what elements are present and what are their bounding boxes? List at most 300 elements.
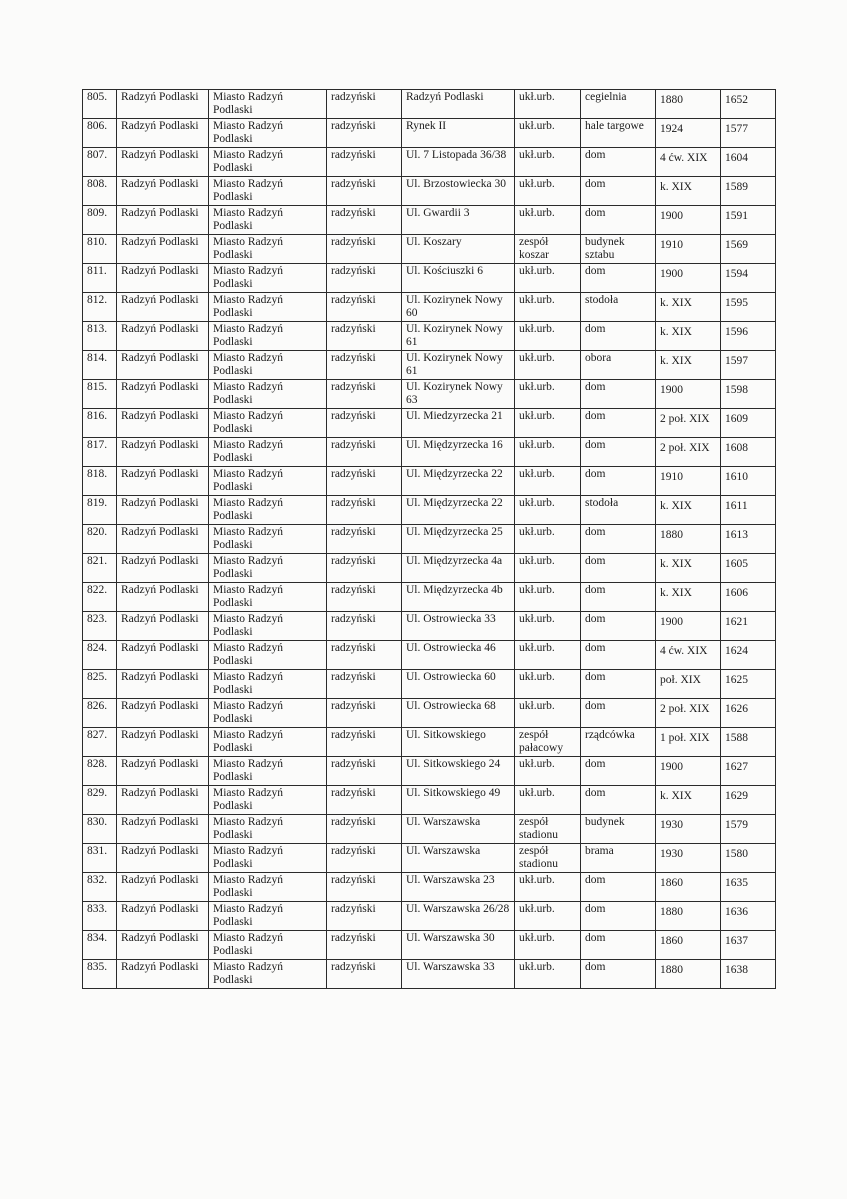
cell-row-number: 812.	[83, 293, 117, 322]
cell-object: hale targowe	[581, 119, 656, 148]
cell-town: Radzyń Podlaski	[117, 380, 209, 409]
cell-town: Radzyń Podlaski	[117, 902, 209, 931]
cell-dating: 1910	[656, 235, 721, 264]
cell-municipality: Miasto Radzyń Podlaski	[209, 525, 327, 554]
cell-object: dom	[581, 612, 656, 641]
cell-address: Rynek II	[402, 119, 515, 148]
table-row	[83, 960, 776, 989]
cell-address: Ul. Kościuszki 6	[402, 264, 515, 293]
cell-county: radzyński	[327, 235, 402, 264]
cell-row-number: 829.	[83, 786, 117, 815]
cell-address: Ul. Kozirynek Nowy 61	[402, 351, 515, 380]
cell-dating: 1880	[656, 960, 721, 989]
cell-town: Radzyń Podlaski	[117, 960, 209, 989]
cell-county: radzyński	[327, 119, 402, 148]
cell-object: dom	[581, 380, 656, 409]
cell-county: radzyński	[327, 525, 402, 554]
cell-row-number: 834.	[83, 931, 117, 960]
cell-object: obora	[581, 351, 656, 380]
table-row	[83, 641, 776, 670]
cell-register-number: 1625	[721, 670, 776, 699]
cell-object: dom	[581, 641, 656, 670]
table-row	[83, 873, 776, 902]
cell-complex: ukł.urb.	[515, 90, 581, 119]
cell-dating: 1930	[656, 844, 721, 873]
cell-municipality: Miasto Radzyń Podlaski	[209, 815, 327, 844]
cell-complex: ukł.urb.	[515, 496, 581, 525]
cell-register-number: 1598	[721, 380, 776, 409]
cell-object: dom	[581, 322, 656, 351]
table-row	[83, 496, 776, 525]
cell-town: Radzyń Podlaski	[117, 612, 209, 641]
cell-address: Ul. Warszawska 23	[402, 873, 515, 902]
cell-county: radzyński	[327, 206, 402, 235]
cell-municipality: Miasto Radzyń Podlaski	[209, 90, 327, 119]
cell-complex: ukł.urb.	[515, 902, 581, 931]
table-row	[83, 177, 776, 206]
cell-register-number: 1627	[721, 757, 776, 786]
cell-row-number: 831.	[83, 844, 117, 873]
table-row	[83, 757, 776, 786]
cell-address: Ul. Międzyrzecka 22	[402, 467, 515, 496]
cell-town: Radzyń Podlaski	[117, 873, 209, 902]
cell-address: Ul. Sitkowskiego 49	[402, 786, 515, 815]
cell-town: Radzyń Podlaski	[117, 815, 209, 844]
cell-register-number: 1629	[721, 786, 776, 815]
cell-object: dom	[581, 206, 656, 235]
cell-county: radzyński	[327, 902, 402, 931]
cell-row-number: 810.	[83, 235, 117, 264]
cell-municipality: Miasto Radzyń Podlaski	[209, 206, 327, 235]
cell-dating: k. XIX	[656, 496, 721, 525]
cell-town: Radzyń Podlaski	[117, 119, 209, 148]
cell-complex: ukł.urb.	[515, 554, 581, 583]
cell-address: Ul. Międzyrzecka 16	[402, 438, 515, 467]
cell-complex: ukł.urb.	[515, 699, 581, 728]
cell-register-number: 1636	[721, 902, 776, 931]
cell-object: dom	[581, 467, 656, 496]
cell-address: Radzyń Podlaski	[402, 90, 515, 119]
cell-address: Ul. Miedzyrzecka 21	[402, 409, 515, 438]
cell-dating: 4 ćw. XIX	[656, 148, 721, 177]
cell-complex: ukł.urb.	[515, 960, 581, 989]
cell-object: dom	[581, 931, 656, 960]
cell-address: Ul. 7 Listopada 36/38	[402, 148, 515, 177]
table-row	[83, 119, 776, 148]
cell-complex: ukł.urb.	[515, 757, 581, 786]
cell-town: Radzyń Podlaski	[117, 583, 209, 612]
cell-register-number: 1591	[721, 206, 776, 235]
cell-municipality: Miasto Radzyń Podlaski	[209, 148, 327, 177]
cell-municipality: Miasto Radzyń Podlaski	[209, 873, 327, 902]
cell-complex: zespół stadionu	[515, 815, 581, 844]
cell-municipality: Miasto Radzyń Podlaski	[209, 293, 327, 322]
cell-municipality: Miasto Radzyń Podlaski	[209, 670, 327, 699]
cell-complex: zespół pałacowy	[515, 728, 581, 757]
cell-dating: k. XIX	[656, 351, 721, 380]
cell-dating: 2 poł. XIX	[656, 699, 721, 728]
cell-complex: ukł.urb.	[515, 409, 581, 438]
cell-municipality: Miasto Radzyń Podlaski	[209, 409, 327, 438]
table-row	[83, 612, 776, 641]
cell-dating: 1860	[656, 873, 721, 902]
cell-municipality: Miasto Radzyń Podlaski	[209, 786, 327, 815]
cell-row-number: 835.	[83, 960, 117, 989]
cell-object: dom	[581, 699, 656, 728]
table-row	[83, 322, 776, 351]
cell-town: Radzyń Podlaski	[117, 467, 209, 496]
cell-municipality: Miasto Radzyń Podlaski	[209, 902, 327, 931]
cell-address: Ul. Warszawska	[402, 815, 515, 844]
cell-dating: 4 ćw. XIX	[656, 641, 721, 670]
cell-complex: ukł.urb.	[515, 177, 581, 206]
cell-complex: ukł.urb.	[515, 583, 581, 612]
cell-town: Radzyń Podlaski	[117, 728, 209, 757]
cell-object: stodoła	[581, 293, 656, 322]
cell-row-number: 814.	[83, 351, 117, 380]
table-row	[83, 815, 776, 844]
cell-county: radzyński	[327, 438, 402, 467]
table-row	[83, 293, 776, 322]
table-row	[83, 525, 776, 554]
cell-county: radzyński	[327, 148, 402, 177]
table-row	[83, 438, 776, 467]
cell-complex: ukł.urb.	[515, 873, 581, 902]
cell-county: radzyński	[327, 293, 402, 322]
cell-county: radzyński	[327, 641, 402, 670]
cell-dating: 1900	[656, 757, 721, 786]
cell-object: dom	[581, 148, 656, 177]
cell-town: Radzyń Podlaski	[117, 670, 209, 699]
cell-municipality: Miasto Radzyń Podlaski	[209, 931, 327, 960]
cell-dating: k. XIX	[656, 786, 721, 815]
cell-dating: 1900	[656, 264, 721, 293]
cell-dating: 1880	[656, 90, 721, 119]
cell-dating: 2 poł. XIX	[656, 438, 721, 467]
cell-row-number: 822.	[83, 583, 117, 612]
cell-county: radzyński	[327, 322, 402, 351]
cell-municipality: Miasto Radzyń Podlaski	[209, 177, 327, 206]
cell-register-number: 1638	[721, 960, 776, 989]
cell-row-number: 821.	[83, 554, 117, 583]
cell-address: Ul. Gwardii 3	[402, 206, 515, 235]
table-row	[83, 467, 776, 496]
cell-object: dom	[581, 177, 656, 206]
cell-object: brama	[581, 844, 656, 873]
cell-address: Ul. Ostrowiecka 33	[402, 612, 515, 641]
cell-register-number: 1597	[721, 351, 776, 380]
cell-object: dom	[581, 554, 656, 583]
cell-county: radzyński	[327, 90, 402, 119]
cell-register-number: 1637	[721, 931, 776, 960]
cell-address: Ul. Warszawska 26/28	[402, 902, 515, 931]
cell-complex: ukł.urb.	[515, 119, 581, 148]
cell-object: dom	[581, 583, 656, 612]
cell-row-number: 806.	[83, 119, 117, 148]
cell-dating: 1930	[656, 815, 721, 844]
cell-address: Ul. Ostrowiecka 46	[402, 641, 515, 670]
cell-complex: ukł.urb.	[515, 264, 581, 293]
cell-municipality: Miasto Radzyń Podlaski	[209, 351, 327, 380]
cell-address: Ul. Międzyrzecka 22	[402, 496, 515, 525]
cell-municipality: Miasto Radzyń Podlaski	[209, 264, 327, 293]
cell-town: Radzyń Podlaski	[117, 699, 209, 728]
cell-address: Ul. Kozirynek Nowy 61	[402, 322, 515, 351]
cell-dating: 1880	[656, 902, 721, 931]
cell-object: dom	[581, 264, 656, 293]
cell-register-number: 1605	[721, 554, 776, 583]
cell-dating: k. XIX	[656, 177, 721, 206]
cell-municipality: Miasto Radzyń Podlaski	[209, 844, 327, 873]
cell-address: Ul. Brzostowiecka 30	[402, 177, 515, 206]
cell-row-number: 820.	[83, 525, 117, 554]
cell-complex: ukł.urb.	[515, 670, 581, 699]
cell-municipality: Miasto Radzyń Podlaski	[209, 612, 327, 641]
cell-register-number: 1606	[721, 583, 776, 612]
cell-register-number: 1579	[721, 815, 776, 844]
cell-county: radzyński	[327, 177, 402, 206]
cell-row-number: 808.	[83, 177, 117, 206]
cell-county: radzyński	[327, 670, 402, 699]
table-row	[83, 235, 776, 264]
table-row	[83, 728, 776, 757]
cell-address: Ul. Warszawska 33	[402, 960, 515, 989]
cell-complex: zespół stadionu	[515, 844, 581, 873]
cell-municipality: Miasto Radzyń Podlaski	[209, 235, 327, 264]
cell-town: Radzyń Podlaski	[117, 931, 209, 960]
cell-county: radzyński	[327, 815, 402, 844]
cell-county: radzyński	[327, 757, 402, 786]
cell-row-number: 807.	[83, 148, 117, 177]
cell-county: radzyński	[327, 409, 402, 438]
cell-row-number: 825.	[83, 670, 117, 699]
cell-register-number: 1604	[721, 148, 776, 177]
cell-complex: ukł.urb.	[515, 206, 581, 235]
cell-town: Radzyń Podlaski	[117, 351, 209, 380]
cell-town: Radzyń Podlaski	[117, 264, 209, 293]
cell-municipality: Miasto Radzyń Podlaski	[209, 322, 327, 351]
cell-object: dom	[581, 525, 656, 554]
cell-row-number: 805.	[83, 90, 117, 119]
cell-address: Ul. Warszawska 30	[402, 931, 515, 960]
table-row	[83, 380, 776, 409]
cell-complex: ukł.urb.	[515, 641, 581, 670]
cell-object: cegielnia	[581, 90, 656, 119]
cell-town: Radzyń Podlaski	[117, 177, 209, 206]
cell-town: Radzyń Podlaski	[117, 525, 209, 554]
cell-municipality: Miasto Radzyń Podlaski	[209, 728, 327, 757]
table-row	[83, 148, 776, 177]
table-row	[83, 583, 776, 612]
cell-municipality: Miasto Radzyń Podlaski	[209, 467, 327, 496]
cell-dating: k. XIX	[656, 554, 721, 583]
cell-complex: ukł.urb.	[515, 467, 581, 496]
cell-county: radzyński	[327, 467, 402, 496]
cell-address: Ul. Sitkowskiego 24	[402, 757, 515, 786]
cell-dating: 1910	[656, 467, 721, 496]
cell-dating: 1900	[656, 612, 721, 641]
cell-row-number: 809.	[83, 206, 117, 235]
cell-register-number: 1588	[721, 728, 776, 757]
cell-address: Ul. Ostrowiecka 60	[402, 670, 515, 699]
cell-row-number: 824.	[83, 641, 117, 670]
cell-row-number: 830.	[83, 815, 117, 844]
cell-dating: k. XIX	[656, 583, 721, 612]
cell-object: dom	[581, 670, 656, 699]
cell-register-number: 1609	[721, 409, 776, 438]
cell-dating: 1880	[656, 525, 721, 554]
cell-address: Ul. Międzyrzecka 25	[402, 525, 515, 554]
cell-address: Ul. Ostrowiecka 68	[402, 699, 515, 728]
cell-county: radzyński	[327, 496, 402, 525]
cell-county: radzyński	[327, 699, 402, 728]
cell-town: Radzyń Podlaski	[117, 235, 209, 264]
table-body	[83, 90, 776, 989]
cell-register-number: 1577	[721, 119, 776, 148]
cell-register-number: 1626	[721, 699, 776, 728]
cell-row-number: 832.	[83, 873, 117, 902]
cell-municipality: Miasto Radzyń Podlaski	[209, 583, 327, 612]
table-row	[83, 409, 776, 438]
cell-town: Radzyń Podlaski	[117, 322, 209, 351]
cell-complex: ukł.urb.	[515, 322, 581, 351]
cell-object: dom	[581, 438, 656, 467]
cell-county: radzyński	[327, 351, 402, 380]
cell-municipality: Miasto Radzyń Podlaski	[209, 438, 327, 467]
cell-town: Radzyń Podlaski	[117, 148, 209, 177]
cell-register-number: 1621	[721, 612, 776, 641]
cell-complex: zespół koszar	[515, 235, 581, 264]
cell-town: Radzyń Podlaski	[117, 641, 209, 670]
cell-dating: 1860	[656, 931, 721, 960]
cell-object: dom	[581, 873, 656, 902]
cell-town: Radzyń Podlaski	[117, 496, 209, 525]
table-row	[83, 264, 776, 293]
cell-county: radzyński	[327, 380, 402, 409]
cell-complex: ukł.urb.	[515, 438, 581, 467]
table-row	[83, 902, 776, 931]
cell-address: Ul. Międzyrzecka 4b	[402, 583, 515, 612]
cell-county: radzyński	[327, 728, 402, 757]
cell-register-number: 1580	[721, 844, 776, 873]
cell-object: dom	[581, 902, 656, 931]
cell-object: budynek	[581, 815, 656, 844]
cell-complex: ukł.urb.	[515, 293, 581, 322]
cell-register-number: 1613	[721, 525, 776, 554]
table-row	[83, 699, 776, 728]
table-row	[83, 206, 776, 235]
cell-row-number: 833.	[83, 902, 117, 931]
cell-town: Radzyń Podlaski	[117, 554, 209, 583]
cell-register-number: 1624	[721, 641, 776, 670]
cell-municipality: Miasto Radzyń Podlaski	[209, 496, 327, 525]
cell-dating: 1900	[656, 380, 721, 409]
cell-town: Radzyń Podlaski	[117, 844, 209, 873]
cell-municipality: Miasto Radzyń Podlaski	[209, 757, 327, 786]
cell-town: Radzyń Podlaski	[117, 206, 209, 235]
cell-complex: ukł.urb.	[515, 380, 581, 409]
cell-row-number: 818.	[83, 467, 117, 496]
cell-dating: poł. XIX	[656, 670, 721, 699]
cell-complex: ukł.urb.	[515, 612, 581, 641]
cell-register-number: 1589	[721, 177, 776, 206]
cell-register-number: 1569	[721, 235, 776, 264]
cell-address: Ul. Koszary	[402, 235, 515, 264]
cell-row-number: 819.	[83, 496, 117, 525]
cell-municipality: Miasto Radzyń Podlaski	[209, 699, 327, 728]
table-row	[83, 931, 776, 960]
cell-municipality: Miasto Radzyń Podlaski	[209, 960, 327, 989]
cell-county: radzyński	[327, 786, 402, 815]
cell-address: Ul. Kozirynek Nowy 60	[402, 293, 515, 322]
cell-address: Ul. Warszawska	[402, 844, 515, 873]
table-row	[83, 90, 776, 119]
cell-register-number: 1608	[721, 438, 776, 467]
cell-municipality: Miasto Radzyń Podlaski	[209, 119, 327, 148]
cell-row-number: 817.	[83, 438, 117, 467]
cell-dating: k. XIX	[656, 293, 721, 322]
cell-complex: ukł.urb.	[515, 148, 581, 177]
cell-object: dom	[581, 409, 656, 438]
cell-row-number: 813.	[83, 322, 117, 351]
cell-county: radzyński	[327, 931, 402, 960]
cell-register-number: 1635	[721, 873, 776, 902]
cell-complex: ukł.urb.	[515, 525, 581, 554]
cell-object: dom	[581, 960, 656, 989]
table-row	[83, 351, 776, 380]
cell-town: Radzyń Podlaski	[117, 90, 209, 119]
cell-row-number: 828.	[83, 757, 117, 786]
cell-town: Radzyń Podlaski	[117, 757, 209, 786]
cell-complex: ukł.urb.	[515, 931, 581, 960]
cell-row-number: 823.	[83, 612, 117, 641]
cell-object: dom	[581, 757, 656, 786]
cell-register-number: 1652	[721, 90, 776, 119]
table-row	[83, 554, 776, 583]
cell-town: Radzyń Podlaski	[117, 786, 209, 815]
cell-object: rządcówka	[581, 728, 656, 757]
cell-row-number: 811.	[83, 264, 117, 293]
cell-county: radzyński	[327, 960, 402, 989]
cell-register-number: 1595	[721, 293, 776, 322]
cell-register-number: 1596	[721, 322, 776, 351]
cell-object: stodoła	[581, 496, 656, 525]
cell-municipality: Miasto Radzyń Podlaski	[209, 554, 327, 583]
cell-address: Ul. Międzyrzecka 4a	[402, 554, 515, 583]
cell-row-number: 827.	[83, 728, 117, 757]
cell-address: Ul. Sitkowskiego	[402, 728, 515, 757]
cell-county: radzyński	[327, 264, 402, 293]
cell-register-number: 1610	[721, 467, 776, 496]
cell-dating: 1 poł. XIX	[656, 728, 721, 757]
cell-complex: ukł.urb.	[515, 351, 581, 380]
cell-object: budynek sztabu	[581, 235, 656, 264]
cell-register-number: 1594	[721, 264, 776, 293]
table-row	[83, 844, 776, 873]
cell-county: radzyński	[327, 612, 402, 641]
table-row	[83, 786, 776, 815]
cell-dating: 1900	[656, 206, 721, 235]
cell-address: Ul. Kozirynek Nowy 63	[402, 380, 515, 409]
table-row	[83, 670, 776, 699]
cell-dating: 2 poł. XIX	[656, 409, 721, 438]
cell-county: radzyński	[327, 554, 402, 583]
cell-municipality: Miasto Radzyń Podlaski	[209, 641, 327, 670]
cell-town: Radzyń Podlaski	[117, 438, 209, 467]
cell-row-number: 815.	[83, 380, 117, 409]
cell-dating: 1924	[656, 119, 721, 148]
cell-town: Radzyń Podlaski	[117, 409, 209, 438]
